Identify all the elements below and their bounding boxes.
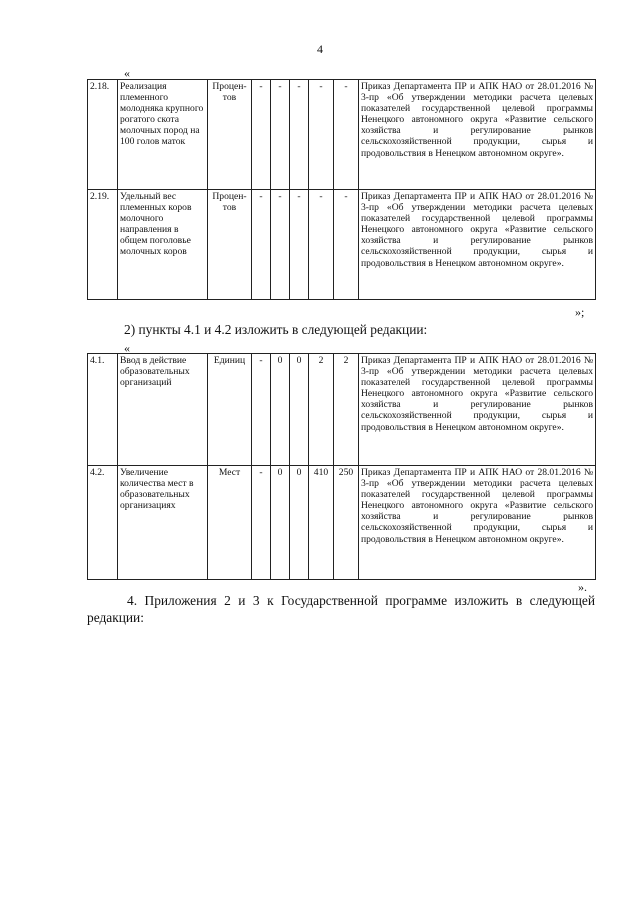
value-cell: 0 — [290, 466, 309, 580]
row-number: 2.19. — [88, 190, 118, 300]
source-document: Приказ Департамента ПР и АПК НАО от 28.01.2016 № 3-пр «Об утверждении методики расчета целевых показателей государственной целевой программы Ненецкого автономного округа «Развитие сельского хозяйства и регулирование рынков сельскохозяйственной продукции, сырья и продовольствия в Ненецком автономном округе». — [359, 80, 596, 190]
value-cell: - — [252, 354, 271, 466]
opening-quote-1: « — [124, 66, 130, 80]
opening-quote-2: « — [124, 341, 130, 355]
source-document: Приказ Департамента ПР и АПК НАО от 28.01.2016 № 3-пр «Об утверждении методики расчета целевых показателей государственной целевой программы Ненецкого автономного округа «Развитие сельского хозяйства и регулирование рынков сельскохозяйственной продукции, сырья и продовольствия в Ненецком автономном округе». — [359, 466, 596, 580]
table-row — [88, 466, 596, 580]
closing-quote-2: ». — [578, 580, 587, 594]
value-cell: - — [271, 80, 290, 190]
row-number: 4.2. — [88, 466, 118, 580]
value-cell: - — [271, 190, 290, 300]
table-row — [88, 354, 596, 466]
value-cell: - — [334, 190, 359, 300]
item-2-text: 2) пункты 4.1 и 4.2 изложить в следующей редакции: — [124, 322, 428, 337]
value-cell: - — [290, 190, 309, 300]
value-cell: 0 — [271, 354, 290, 466]
value-cell: 410 — [309, 466, 334, 580]
table-row — [88, 190, 596, 300]
value-cell: - — [252, 80, 271, 190]
value-cell: 250 — [334, 466, 359, 580]
unit-of-measure: Единиц — [208, 354, 252, 466]
value-cell: 2 — [334, 354, 359, 466]
indicator-name: Удельный вес племенных коров молочного направления в общем поголовье молочных коров — [118, 190, 208, 300]
indicator-name: Ввод в действие образовательных организаций — [118, 354, 208, 466]
value-cell: 2 — [309, 354, 334, 466]
page-number: 4 — [317, 42, 323, 56]
indicator-name: Реализация племенного молодняка крупного рогатого скота молочных пород на 100 голов маток — [118, 80, 208, 190]
value-cell: - — [334, 80, 359, 190]
indicator-name: Увеличение количества мест в образовательных организациях — [118, 466, 208, 580]
row-number: 2.18. — [88, 80, 118, 190]
source-document: Приказ Департамента ПР и АПК НАО от 28.01.2016 № 3-пр «Об утверждении методики расчета целевых показателей государственной целевой программы Ненецкого автономного округа «Развитие сельского хозяйства и регулирование рынков сельскохозяйственной продукции, сырья и продовольствия в Ненецком автономном округе». — [359, 190, 596, 300]
unit-of-measure: Процен-тов — [208, 190, 252, 300]
value-cell: - — [309, 80, 334, 190]
indicators-table-4 — [87, 353, 596, 580]
row-number: 4.1. — [88, 354, 118, 466]
value-cell: - — [309, 190, 334, 300]
value-cell: 0 — [271, 466, 290, 580]
value-cell: - — [290, 80, 309, 190]
unit-of-measure: Мест — [208, 466, 252, 580]
source-document: Приказ Департамента ПР и АПК НАО от 28.01.2016 № 3-пр «Об утверждении методики расчета целевых показателей государственной целевой программы Ненецкого автономного округа «Развитие сельского хозяйства и регулирование рынков сельскохозяйственной продукции, сырья и продовольствия в Ненецком автономном округе». — [359, 354, 596, 466]
table-row — [88, 80, 596, 190]
value-cell: - — [252, 466, 271, 580]
indicators-table-2 — [87, 79, 596, 300]
closing-quote-1: »; — [575, 305, 585, 319]
paragraph-4: 4. Приложения 2 и 3 к Государственной программе изложить в следующей редакции: — [87, 593, 595, 625]
value-cell: - — [252, 190, 271, 300]
unit-of-measure: Процен-тов — [208, 80, 252, 190]
value-cell: 0 — [290, 354, 309, 466]
